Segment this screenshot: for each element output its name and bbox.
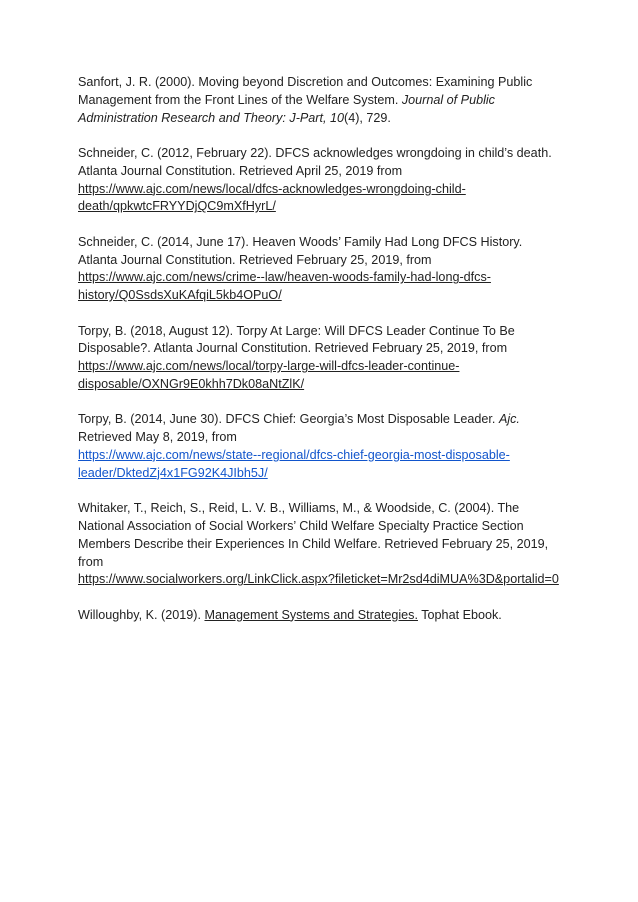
book-title: Management Systems and Strategies.	[204, 607, 418, 622]
journal-title: Journal of Public Administration Research and Theory: J-Part, 10	[78, 92, 495, 125]
reference-link[interactable]: https://www.ajc.com/news/crime--law/heaven-woods-family-had-long-dfcs-history/Q0SsdsXuKAfqiL5kb4OPuO/	[78, 270, 491, 303]
reference-list	[78, 74, 562, 642]
reference-whitaker-2004	[78, 500, 562, 589]
reference-text: Retrieved May 8, 2019, from	[78, 430, 237, 445]
reference-text: Tophat Ebook.	[417, 607, 502, 622]
reference-text: (4), 729.	[344, 110, 391, 125]
reference-willoughby-2019	[78, 607, 562, 625]
reference-link[interactable]: https://www.socialworkers.org/LinkClick.aspx?fileticket=Mr2sd4diMUA%3D&portalid=0	[78, 572, 559, 587]
reference-text: Sanfort, J. R. (2000). Moving beyond Discretion and Outcomes: Examining Public Management from the Front Lines of the Welfare System.	[78, 75, 533, 107]
reference-schneider-2012	[78, 145, 562, 216]
reference-link[interactable]: https://www.ajc.com/news/state--regional/dfcs-chief-georgia-most-disposable-leader/DktedZj4x1FG92K4JIbh5J/	[78, 447, 510, 480]
reference-text: Willoughby, K. (2019).	[78, 607, 205, 622]
reference-text: Schneider, C. (2012, February 22). DFCS acknowledges wrongdoing in child’s death. Atlanta Journal Constitution. Retrieved April 25, 2019 from	[78, 145, 552, 178]
publication-title: Ajc.	[498, 412, 520, 427]
reference-torpy-2014	[78, 411, 562, 482]
reference-schneider-2014	[78, 234, 562, 305]
reference-link[interactable]: https://www.ajc.com/news/local/dfcs-acknowledges-wrongdoing-child-death/qpkwtcFRYYDjQC9mXfHyrL/	[78, 181, 466, 214]
reference-text: Torpy, B. (2014, June 30). DFCS Chief: Georgia’s Most Disposable Leader.	[78, 412, 499, 427]
reference-text: Schneider, C. (2014, June 17). Heaven Woods’ Family Had Long DFCS History. Atlanta Journal Constitution. Retrieved February 25, 2019, from	[78, 234, 523, 267]
reference-sanfort-2000	[78, 74, 562, 127]
reference-link[interactable]: https://www.ajc.com/news/local/torpy-large-will-dfcs-leader-continue-disposable/OXNGr9E0khh7Dk08aNtZlK/	[78, 359, 460, 391]
reference-text: Whitaker, T., Reich, S., Reid, L. V. B., Williams, M., & Woodside, C. (2004). The National Association of Social Workers’ Child Welfare Specialty Practice Section Members Describe their Experiences In Child Welfare. Retrieved February 25, 2019, from	[78, 501, 549, 569]
reference-torpy-2018	[78, 323, 562, 394]
reference-text: Torpy, B. (2018, August 12). Torpy At Large: Will DFCS Leader Continue To Be Disposable?. Atlanta Journal Constitution. Retrieved February 25, 2019, from	[78, 323, 515, 356]
